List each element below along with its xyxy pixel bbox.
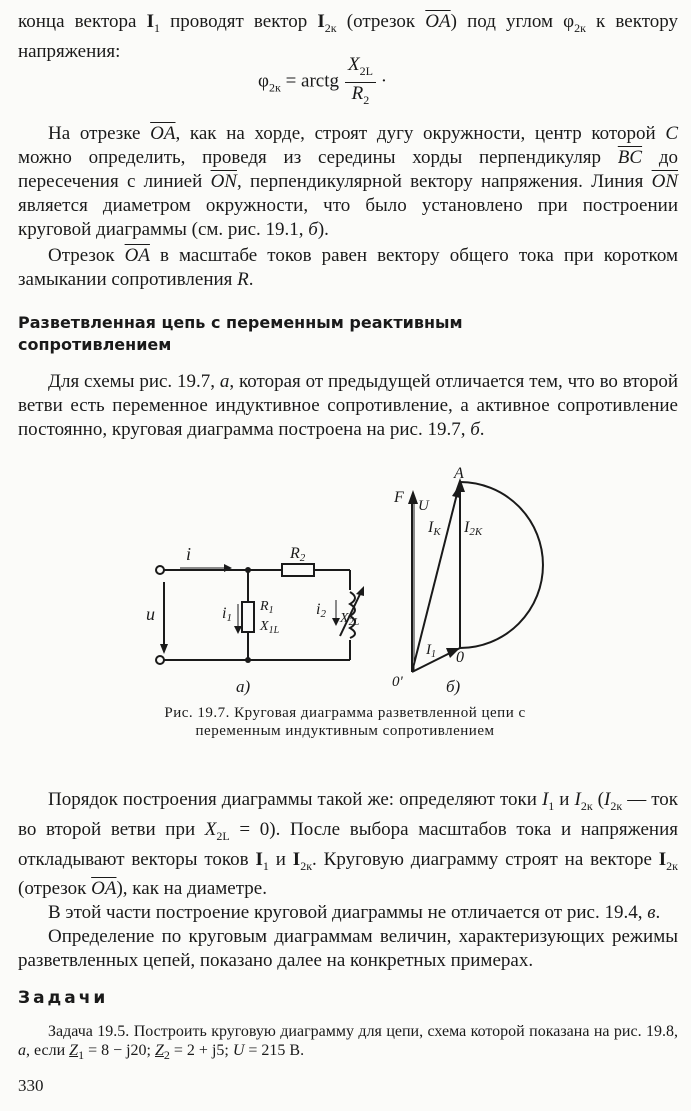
paragraph-oa: Отрезок $\overline{OA}$ в масштабе токов равен вектору общего тока при коротком замыкании сопротивления R. [18,245,678,290]
label-x1l: $X_{1L}$ [260,619,280,636]
label-o-prime: 0' [392,674,403,690]
circuit-diagram [140,530,370,700]
resistor-r1 [242,602,254,632]
label-i2k: I2К [464,519,483,538]
page-number: 330 [18,1076,44,1095]
section-heading: Разветвленная цепь с переменным реактивным сопротивлением [18,313,463,354]
label-u: u [146,604,155,624]
arrow-i2 [332,618,340,626]
fraction: $\frac{X_{2L}}{R_2}$ [345,54,376,111]
label-o: 0 [456,649,464,666]
paragraph-part: В этой части построение круговой диаграммы не отличается от рис. 19.4, в. [48,902,661,924]
arrow-ik [452,484,460,498]
formula-phi: $\varphi_{2к}$ = arctg $\frac{X_{2L}}{R_2}$ · [258,54,387,111]
circle-diagram [380,462,570,700]
node-bottom [245,657,251,663]
arc [460,482,543,648]
task-19-5: Задача 19.5. Построить круговую диаграмму для цепи, схема которой показана на рис. 19.8, а, если $Z_1 = 8 - j20$; $Z_2 = 2 + j5$; U = 215 В. [18,1023,678,1063]
label-a-point: A [454,465,464,482]
label-f: F [394,489,404,506]
terminal-bottom [156,656,164,664]
arrow-u-axis [408,490,418,504]
arrow-i1 [234,626,242,634]
label-b: б) [446,677,461,696]
label-u-vec: U [418,498,429,514]
label-i: i [186,544,192,564]
terminal-top [156,566,164,574]
figure-caption: Рис. 19.7. Круговая диаграмма разветвленной цепи с переменным индуктивным сопротивлением [164,705,526,739]
label-i1: i1 [222,605,232,624]
arrow-u [160,644,168,654]
label-i2: i2 [316,601,326,620]
label-x2l: $X_{2L}$ [340,611,360,628]
paragraph-order: Порядок построения диаграммы такой же: определяют токи $I_1$ и $I_{2к}$ ($I_{2к}$ — ток во второй ветви при $X_{2L} = 0$). После выбора масштабов тока и напряжения откладывают векторы токов $I_1$ и $I_{2к}$. Круговую диаграмму строят на векторе $I_{2к}$ (отрезок $\overline{OA}$), как на диаметре. В этой части построение круговой диаграммы не отличается от рис. 19.4, в. Определение по круговым диаграммам величин, характеризующих режимы разветвленных цепей, показано далее на конкретных примерах. [18,789,679,972]
label-r2: R2 [290,545,306,564]
resistor-r2 [282,564,314,576]
paragraph-final: Определение по круговым диаграммам величин, характеризующих режимы разветвленных цепей, показано далее на конкретных примерах. [18,926,678,972]
label-i1-vec: $I_1$ [426,642,436,660]
paragraph-arc: На отрезке $\overline{OA}$, как на хорде, строят дугу окружности, центр которой C можно определить, проведя из середины хорды перпендикуляр $\overline{BC}$ до пересечения с линией $\overline{ON}$, перпендикулярной вектору напряжения. Линия $\overline{ON}$ является диаметром окружности, что было установлено при построении круговой диаграммы (см. рис. 19.1, б). Отрезок $\overline{OA}$ в масштабе токов равен вектору общего тока при коротком замыкании сопротивления R. [18,123,678,290]
paragraph-vector-intro: конца вектора $I_1$ проводят вектор $I_{2к}$ (отрезок $\overline{OA}$) под углом $\varphi_{2к}$ к вектору напряжения: [18,11,678,62]
paragraph-scheme: Для схемы рис. 19.7, а, которая от предыдущей отличается тем, что во второй ветви есть переменное индуктивное сопротивление, а активное сопротивление постоянно, круговая диаграмма построена на рис. 19.7, б. [18,371,678,440]
label-r1: $R_1$ [260,599,274,616]
node-top [245,567,251,573]
tasks-heading: Задачи [18,988,109,1008]
label-ik: IК [428,519,441,538]
arrow-x2l [356,586,364,596]
label-a: а) [236,677,251,696]
